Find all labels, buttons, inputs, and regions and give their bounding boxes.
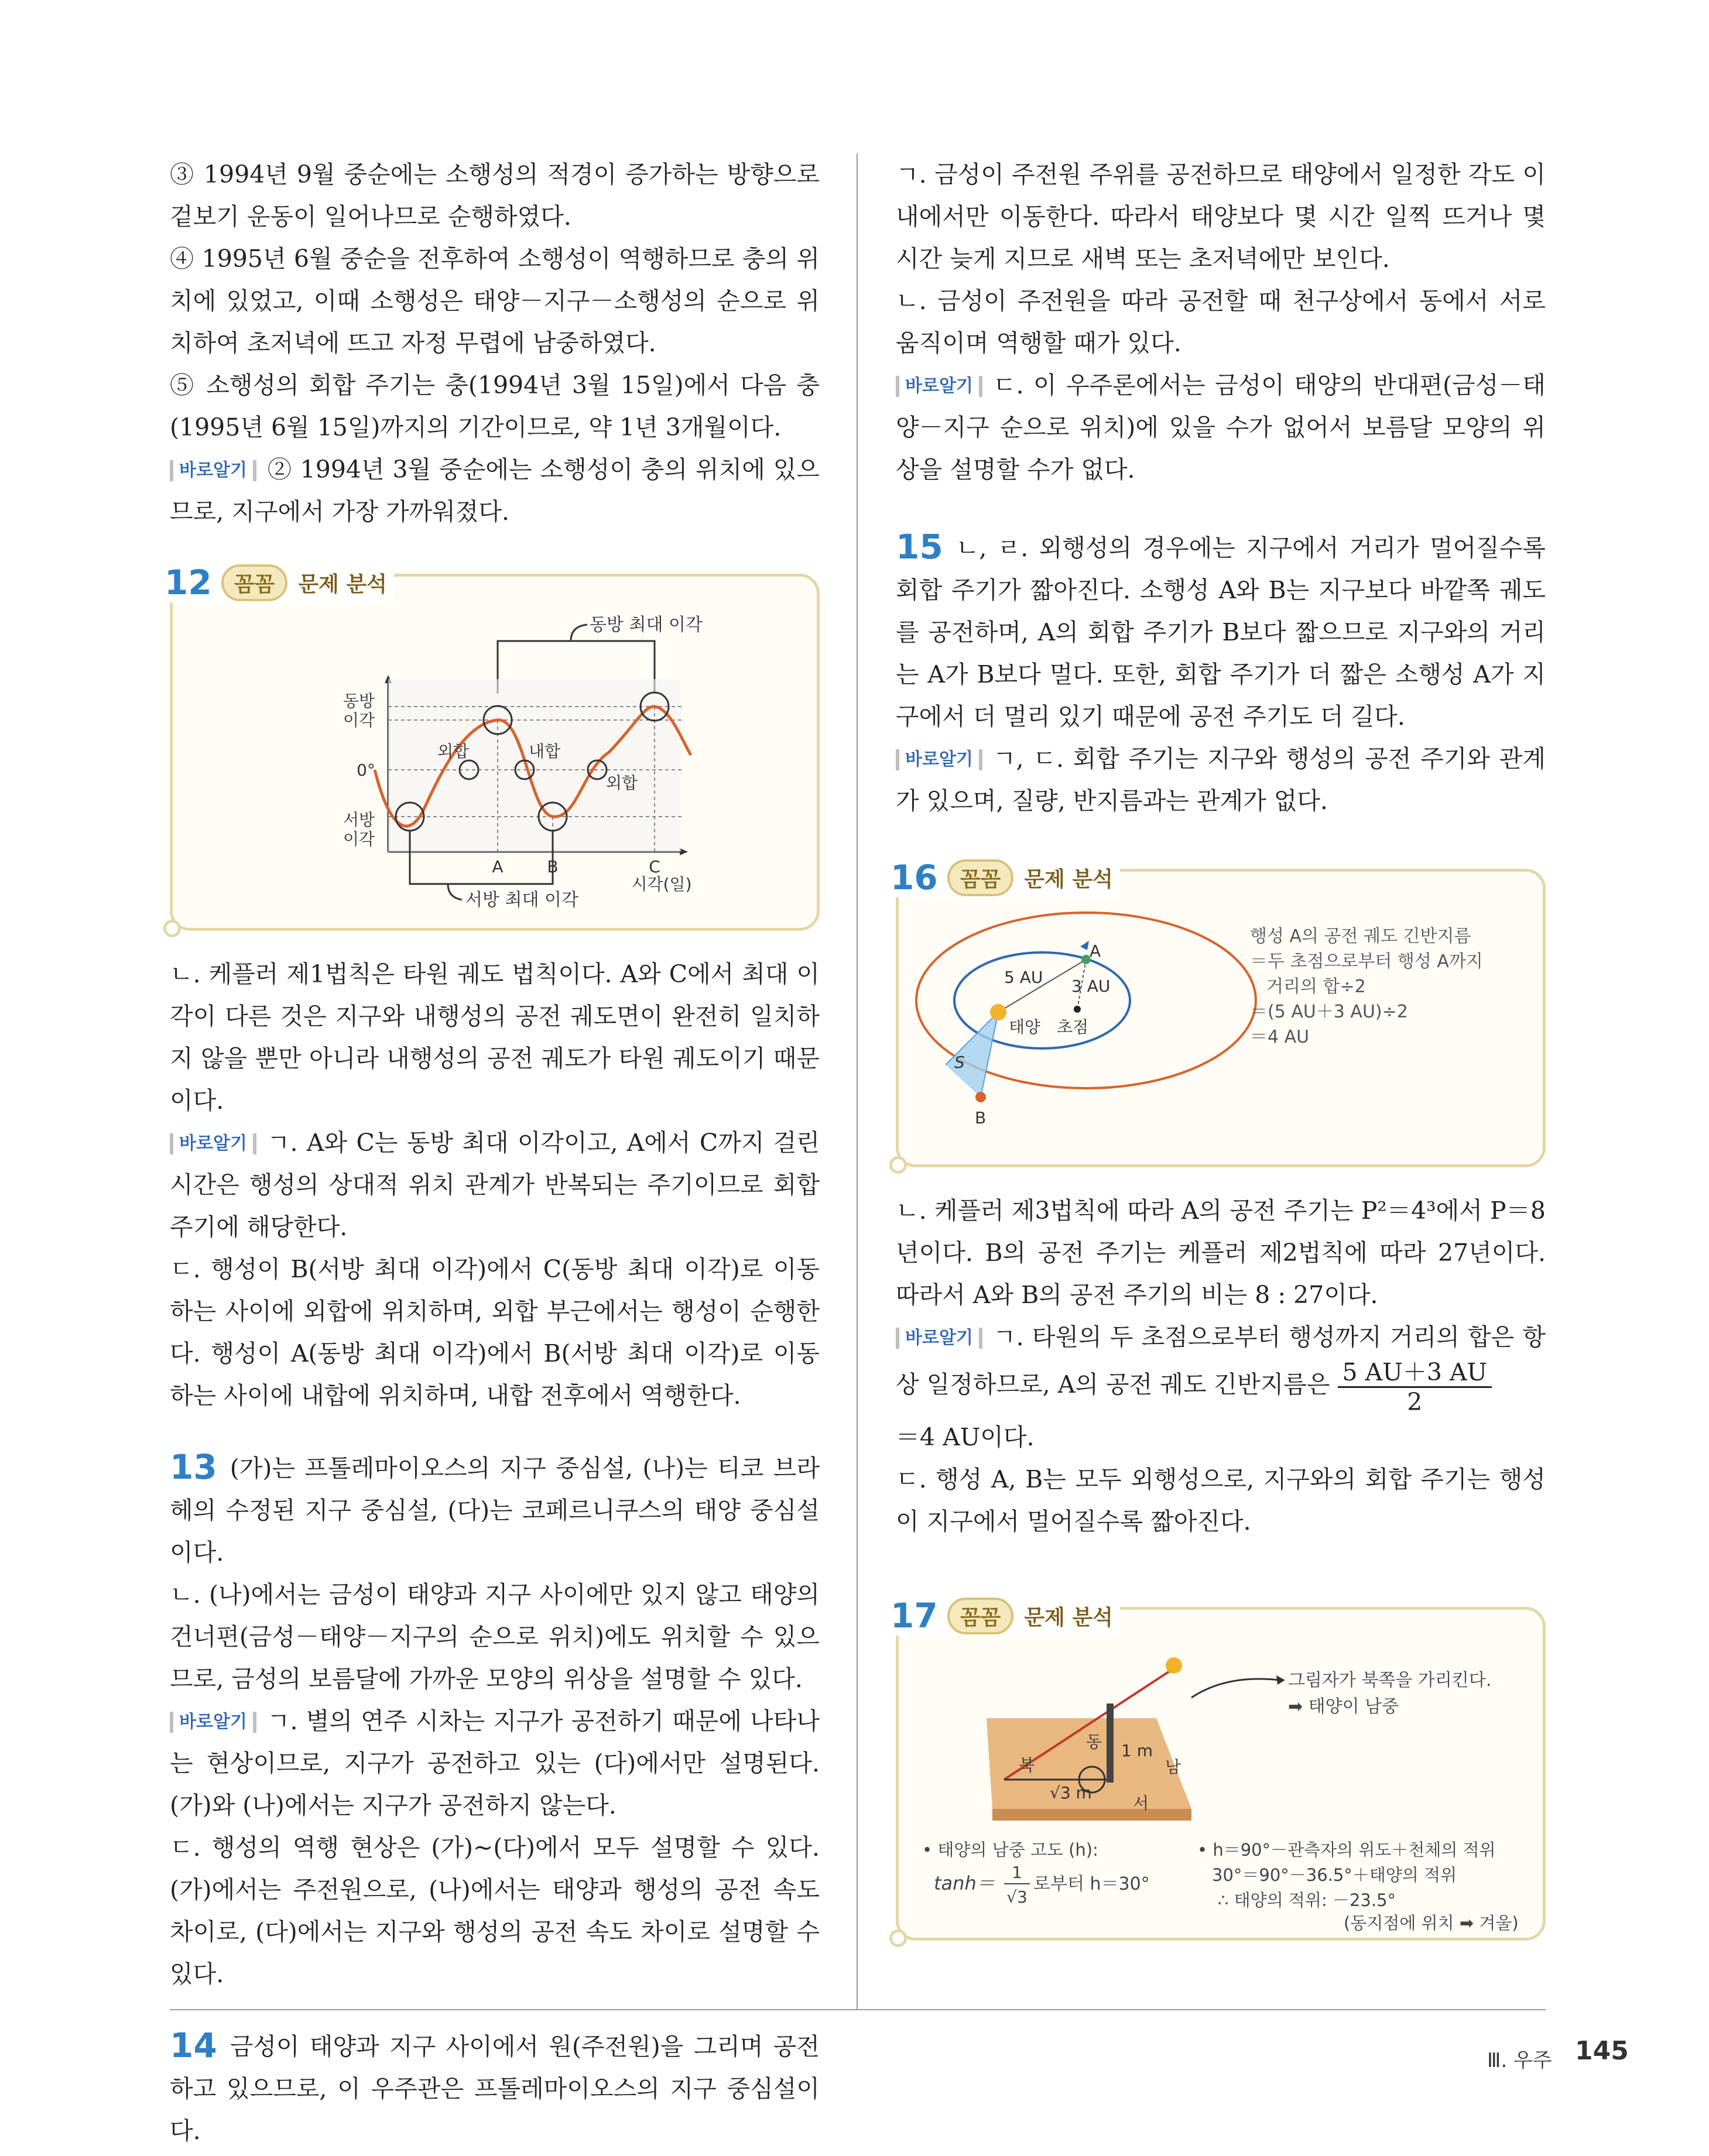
question-number: 12 — [165, 563, 212, 602]
footer-section: Ⅲ. 우주 — [1487, 2049, 1552, 2072]
question-number: 13 — [170, 1447, 217, 1487]
question-number: 15 — [896, 527, 943, 567]
y-label-east: 동방 — [343, 691, 375, 711]
answer-text: ㄱ. 별의 연주 시차는 지구가 공전하기 때문에 나타나는 현상이므로, 지구가 공전하고 있는 (다)에서만 설명된다. (가)와 (나)에서는 지구가 공전하지 않는다. — [170, 1707, 820, 1819]
paragraph — [896, 364, 1546, 491]
question-number: 14 — [170, 2025, 217, 2065]
x-axis-label: 시각(일) — [631, 875, 692, 894]
dir-west: 서 — [1133, 1794, 1149, 1813]
analysis-box-17 — [891, 1596, 1546, 1941]
y-label-west: 서방 — [343, 810, 375, 830]
answer-tag: 바로알기 — [896, 1328, 982, 1349]
fraction-numerator: 5 AU＋3 AU — [1338, 1358, 1492, 1388]
q13-text: (가)는 프톨레마이오스의 지구 중심설, (나)는 티코 브라헤의 수정된 지구 중심설, (다)는 코페르니쿠스의 태양 중심설이다. — [170, 1454, 820, 1567]
outer-conj-1: 외합 — [437, 742, 470, 761]
paragraph: ㄷ. 행성 A, B는 모두 외행성으로, 지구와의 회합 주기는 행성이 지구에서 멀어질수록 짧아진다. — [896, 1465, 1546, 1535]
x-label-a: A — [492, 857, 504, 876]
analysis-box-12 — [165, 563, 820, 931]
paragraph — [170, 2024, 820, 2152]
paragraph — [170, 1122, 820, 1248]
answer-text: ㄷ. 이 우주론에서는 금성이 태양의 반대편(금성－태양－지구 순으로 위치)에 있을 수가 없어서 보름달 모양의 위상을 설명할 수가 없다. — [896, 371, 1546, 484]
calc-right-2: 30°＝90°－36.5°＋태양의 적위 — [1212, 1865, 1457, 1885]
paragraph — [896, 738, 1546, 822]
page-number: 145 — [1575, 2036, 1629, 2066]
left-column — [165, 153, 820, 2152]
dir-east: 동 — [1086, 1732, 1102, 1751]
calc-right-4: (동지점에 위치 ➡ 겨울) — [1344, 1913, 1519, 1933]
paragraph: ㄷ. 행성의 역행 현상은 (가)~(다)에서 모두 설명할 수 있다. (가)에서는 주전원으로, (나)에서는 태양과 행성의 공전 속도 차이로, (다)에서는 지구와 행성의 공전 속도 차이로 설명할 수 있다. — [170, 1833, 820, 1988]
paragraph — [896, 1316, 1546, 1416]
paragraph: ⑤ 소행성의 회합 주기는 충(1994년 3월 15일)에서 다음 충(1995년 6월 15일)까지의 기간이므로, 약 1년 3개월이다. — [170, 371, 820, 441]
outer-conj-2: 외합 — [606, 773, 638, 793]
label-focus: 초점 — [1057, 1017, 1089, 1037]
paragraph: ㄴ. 금성이 주전원을 따라 공전할 때 천구상에서 동에서 서로 움직이며 역행할 때가 있다. — [896, 287, 1546, 357]
paragraph: ③ 1994년 9월 중순에는 소행성의 적경이 증가하는 방향으로 겉보기 운동이 일어나므로 순행하였다. — [170, 160, 820, 231]
inner-conj: 내합 — [529, 742, 561, 761]
question-number: 17 — [891, 1596, 938, 1636]
x-label-b: B — [547, 857, 559, 876]
column-divider — [857, 153, 858, 2009]
answer-tag: 바로알기 — [896, 376, 982, 397]
answer-text: ② 1994년 3월 중순에는 소행성이 충의 위치에 있으므로, 지구에서 가장 가까워졌다. — [170, 455, 820, 526]
answer-text: ㄱ. A와 C는 동방 최대 이각이고, A에서 C까지 걸린 시간은 행성의 상대적 위치 관계가 반복되는 주기이므로 회합 주기에 해당한다. — [170, 1129, 820, 1241]
paragraph: ④ 1995년 6월 중순을 전후하여 소행성이 역행하므로 충의 위치에 있었고, 이때 소행성은 태양－지구－소행성의 순으로 위치하여 초저녁에 뜨고 자정 무렵에 남중하였다. — [170, 245, 820, 357]
label-sun: 태양 — [1009, 1017, 1041, 1037]
x-label-c: C — [649, 857, 660, 876]
fraction — [1338, 1358, 1492, 1416]
paragraph: ㄱ. 금성이 주전원 주위를 공전하므로 태양에서 일정한 각도 이내에서만 이동한다. 따라서 태양보다 몇 시간 일찍 뜨거나 몇 시간 늦게 지므로 새벽 또는 초저녁에만 보인다. — [896, 160, 1546, 273]
bottom-label: 서방 최대 이각 — [465, 890, 578, 910]
answer-tag: 바로알기 — [170, 1712, 256, 1733]
label-5au: 5 AU — [1004, 968, 1043, 987]
answer-tag: 바로알기 — [170, 460, 256, 481]
calc-left-2a: tanh＝ — [934, 1872, 995, 1894]
kkomkkom-pill: 꼼꼼 — [947, 859, 1014, 896]
note-line: 거리의 합÷2 — [1266, 976, 1366, 997]
right-column — [891, 153, 1546, 1941]
paragraph: ＝4 AU이다. — [896, 1423, 1035, 1451]
kkomkkom-pill: 꼼꼼 — [221, 564, 288, 601]
paragraph: ㄷ. 행성이 B(서방 최대 이각)에서 C(동방 최대 이각)로 이동하는 사이에 외합에 위치하며, 외합 부근에서는 행성이 순행한다. 행성이 A(동방 최대 이각)에서 B(서방 최대 이각)로 이동하는 사이에 내합에 위치하며, 내합 전후에서 역행한다. — [170, 1255, 820, 1410]
q14-text: 금성이 태양과 지구 사이에서 원(주전원)을 그리며 공전하고 있으므로, 이 우주관은 프톨레마이오스의 지구 중심설이다. — [170, 2032, 820, 2145]
answer-text: ㄱ, ㄷ. 회합 주기는 지구와 행성의 공전 주기와 관계가 있으며, 질량, 반지름과는 관계가 없다. — [896, 745, 1546, 815]
paragraph: ㄴ. (나)에서는 금성이 태양과 지구 사이에만 있지 않고 태양의 건너편(금성－태양－지구의 순으로 위치)에도 위치할 수 있으므로, 금성의 보름달에 가까운 모양의 위상을 설명할 수 있다. — [170, 1581, 820, 1693]
paragraph: ㄴ. 케플러 제3법칙에 따라 A의 공전 주기는 P²＝4³에서 P＝8년이다. B의 공전 주기는 케플러 제2법칙에 따라 27년이다. 따라서 A와 B의 공전 주기의 비는 8 : 27이다. — [896, 1197, 1546, 1309]
label-1m: 1 m — [1121, 1741, 1153, 1760]
question-number: 16 — [891, 858, 938, 897]
label-a: A — [1090, 941, 1101, 961]
y-label-east2: 이각 — [343, 711, 375, 730]
box-label: 문제 분석 — [298, 572, 387, 597]
label-b: B — [975, 1108, 987, 1127]
south-note: ➡ 태양이 남중 — [1288, 1696, 1399, 1717]
shadow-diagram — [899, 1610, 1543, 1938]
answer-tag: 바로알기 — [170, 1133, 256, 1154]
note-line: ＝4 AU — [1250, 1027, 1310, 1047]
box-label: 문제 분석 — [1024, 1605, 1113, 1630]
paragraph — [170, 1446, 820, 1574]
note-line: 행성 A의 공전 궤도 긴반지름 — [1250, 926, 1471, 947]
box-label: 문제 분석 — [1024, 867, 1113, 892]
kkomkkom-pill: 꼼꼼 — [947, 1598, 1014, 1634]
label-s: S — [954, 1053, 965, 1072]
y-label-west2: 이각 — [343, 830, 375, 849]
shadow-note: 그림자가 북쪽을 가리킨다. — [1288, 1670, 1492, 1691]
answer-tag: 바로알기 — [896, 749, 982, 770]
elongation-chart — [173, 577, 817, 928]
box-bead — [889, 1929, 907, 1947]
footer-rule — [170, 2009, 1546, 2010]
paragraph — [170, 1700, 820, 1826]
label-3au: 3 AU — [1071, 976, 1111, 996]
note-line: ＝두 초점으로부터 행성 A까지 — [1250, 951, 1483, 972]
calc-left-den: √3 — [1006, 1887, 1028, 1907]
top-label: 동방 최대 이각 — [590, 615, 703, 635]
fraction-denominator: 2 — [1407, 1388, 1423, 1416]
box-bead — [889, 1156, 907, 1174]
analysis-box-16 — [891, 858, 1546, 1167]
paragraph: ㄴ. 케플러 제1법칙은 타원 궤도 법칙이다. A와 C에서 최대 이각이 다른 것은 지구와 내행성의 공전 궤도면이 완전히 일치하지 않을 뿐만 아니라 내행성의 공전 궤도가 타원 궤도이기 때문이다. — [170, 960, 820, 1115]
calc-right-1: • h＝90°－관측자의 위도＋천체의 적위 — [1197, 1840, 1496, 1860]
orbit-diagram — [899, 872, 1543, 1164]
calc-left-num: 1 — [1012, 1863, 1022, 1882]
y-label-zero: 0° — [357, 760, 375, 780]
q15-text: ㄴ, ㄹ. 외행성의 경우에는 지구에서 거리가 멀어질수록 회합 주기가 짧아진다. 소행성 A와 B는 지구보다 바깥쪽 궤도를 공전하며, A의 회합 주기가 B보다 짧으므로 지구와의 거리는 A가 B보다 멀다. 또한, 회합 주기가 더 짧은 소행성 A가 지구에서 더 멀리 있기 때문에 공전 주기도 더 길다. — [896, 534, 1546, 731]
calc-right-3: ∴ 태양의 적위: －23.5° — [1218, 1890, 1396, 1910]
answer-text: ㄱ. 타원의 두 초점으로부터 행성까지 거리의 합은 항상 일정하므로, A의 공전 궤도 긴반지름은 — [896, 1323, 1546, 1399]
calc-left-1: • 태양의 남중 고도 (h): — [922, 1840, 1098, 1860]
label-s3m: √3 m — [1050, 1783, 1092, 1802]
paragraph — [896, 526, 1546, 738]
note-line: ＝(5 AU＋3 AU)÷2 — [1250, 1002, 1408, 1022]
paragraph — [170, 448, 820, 533]
box-bead — [163, 920, 181, 937]
calc-left-2b: 로부터 h＝30° — [1033, 1874, 1150, 1894]
dir-south: 남 — [1165, 1757, 1181, 1777]
dir-north: 북 — [1019, 1756, 1035, 1775]
